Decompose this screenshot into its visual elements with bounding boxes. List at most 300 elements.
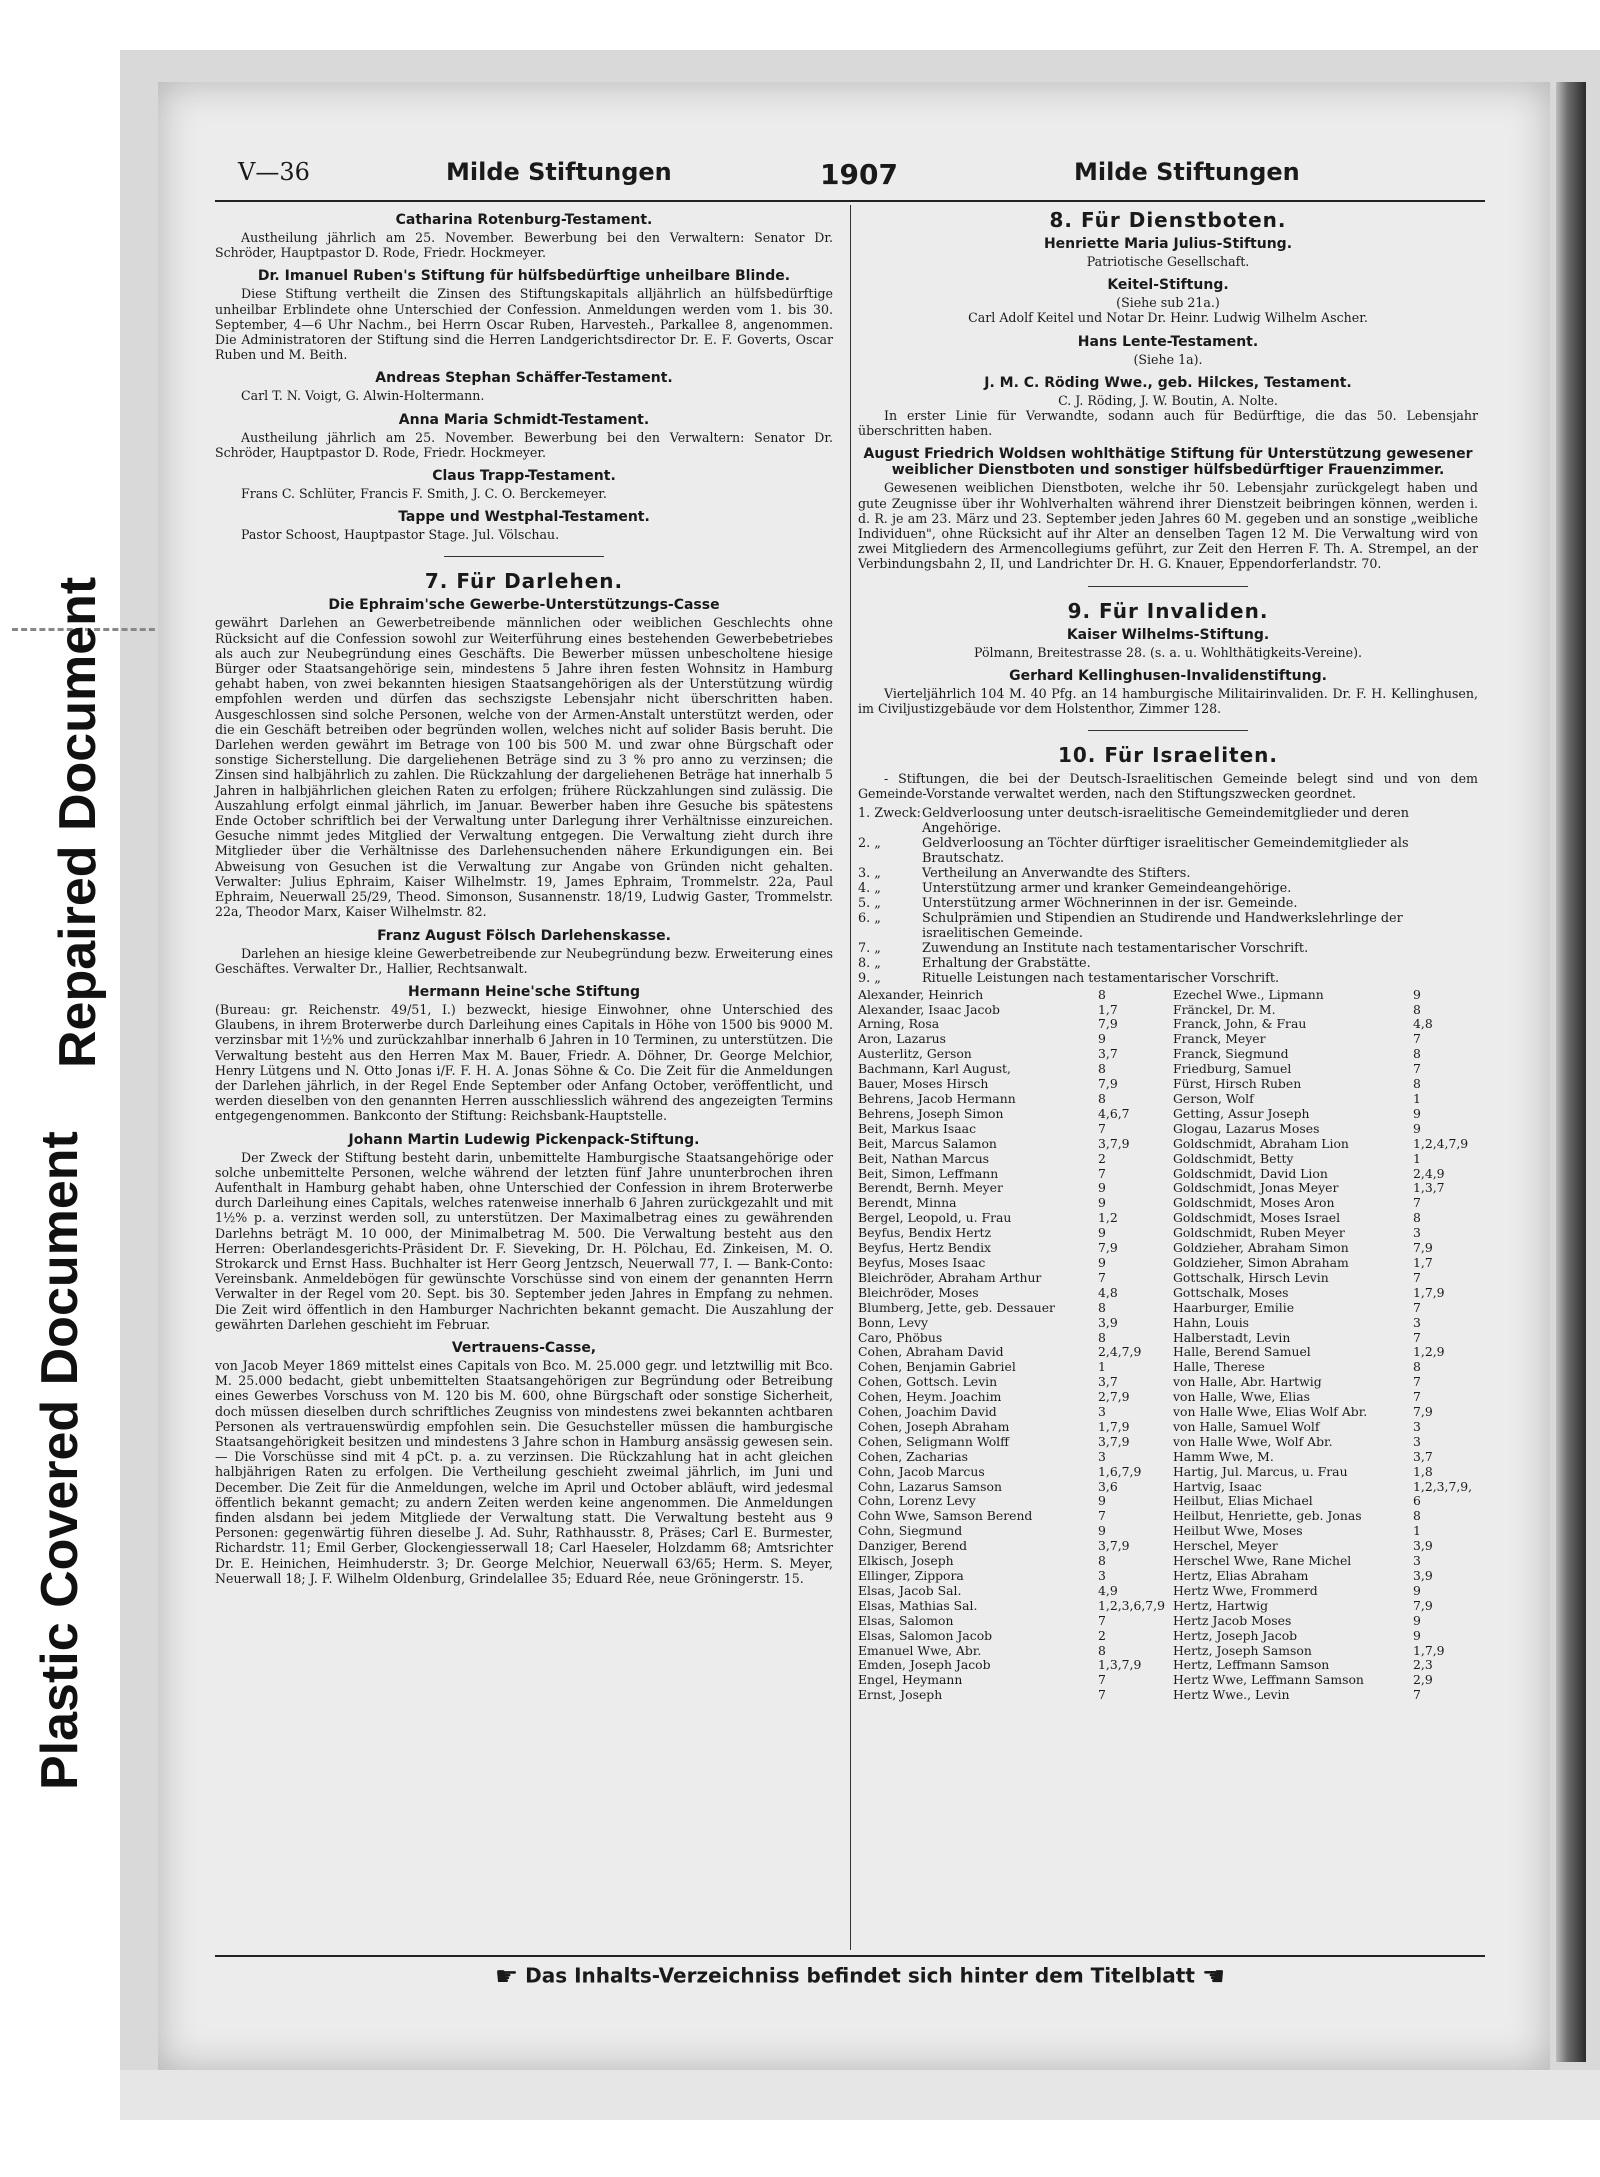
entry-text: Carl T. N. Voigt, G. Alwin-Holtermann. [241,388,485,404]
donor-name: Heilbut, Henriette, geb. Jonas [1173,1509,1362,1524]
purpose-number: 5. „ [858,895,881,911]
year-heading: 1907 [820,158,898,191]
purpose-codes: 9 [1413,1105,1421,1121]
name-row [1173,1122,1478,1137]
donor-name: Haarburger, Emilie [1173,1300,1295,1315]
purpose-codes: 7 [1413,1374,1421,1390]
entry-title: Johann Martin Ludewig Pickenpack-Stiftung. [348,1131,700,1148]
purpose-codes: 7,9 [1098,1016,1118,1032]
purpose-codes: 7,9 [1413,1404,1433,1420]
purpose-codes: 2 [1098,1150,1106,1166]
page-edge-shadow [1556,82,1586,2062]
purpose-codes: 7 [1098,1508,1106,1524]
donor-name: Heilbut Wwe, Moses [1173,1524,1303,1539]
entry-title: Keitel-Stiftung. [1107,277,1229,294]
purpose-codes: 9 [1098,1254,1106,1270]
purpose-codes: 9 [1413,1120,1421,1136]
name-row [858,1688,1163,1703]
name-row [1173,1017,1478,1032]
name-list-column [1173,988,1478,1704]
name-row [1173,1450,1478,1465]
donor-name: Hartig, Jul. Marcus, u. Frau [1173,1464,1348,1479]
name-row [858,1658,1163,1673]
purpose-codes: 9 [1098,1195,1106,1211]
name-row [858,1644,1163,1659]
name-row [1173,1167,1478,1182]
entry-title: Catharina Rotenburg-Testament. [395,212,653,228]
section-heading-8: 8. Für Dienstboten. [1049,208,1287,232]
purpose-codes: 3,6 [1098,1478,1118,1494]
purpose-codes: 2,9 [1413,1672,1433,1688]
purpose-codes: 8 [1098,1061,1106,1077]
donor-name: Heilbut, Elias Michael [1173,1494,1313,1509]
entry-text: Pölmann, Breitestrasse 28. (s. a. u. Wohlthätigkeits-Vereine). [974,644,1362,660]
purpose-codes: 9 [1413,1582,1421,1598]
purpose-codes: 3,7,9 [1098,1538,1130,1554]
name-row [1173,1658,1478,1673]
donor-name: Beyfus, Moses Isaac [858,1255,986,1270]
entry-title: August Friedrich Woldsen wohlthätige Stiftung für Unterstützung gewesener weiblicher Dienstboten und sonstiger hülfsbedürftiger Frauenzimmer. [863,446,1473,479]
purpose-codes: 7,9 [1098,1076,1118,1092]
purpose-codes: 9 [1098,1523,1106,1539]
purpose-codes: 8 [1098,1299,1106,1315]
donor-name: Elsas, Salomon Jacob [858,1628,993,1643]
name-row [858,1480,1163,1495]
name-row [1173,1465,1478,1480]
entry-text: Pastor Schoost, Hauptpastor Stage. Jul. Völschau. [241,527,560,543]
donor-name: Caro, Phöbus [858,1330,943,1345]
entry-note: (Siehe 1a). [1133,351,1203,367]
purpose-text: Geldverloosung unter deutsch-israelitische Gemeindemitglieder und deren Angehörige. [922,805,1409,836]
purpose-codes: 8 [1098,1329,1106,1345]
donor-name: Cohen, Gottsch. Levin [858,1375,998,1390]
donor-name: von Halle, Abr. Hartwig [1173,1375,1322,1390]
repaired-document-label: Repaired Document [49,576,107,1068]
donor-name: Beit, Markus Isaac [858,1121,977,1136]
purpose-text: Geldverloosung an Töchter dürftiger israelitischer Gemeindemitglieder als Brautschatz. [922,835,1409,866]
purpose-codes: 3 [1413,1314,1421,1330]
purpose-codes: 8 [1413,1001,1421,1017]
donor-name: Hertz, Joseph Samson [1173,1643,1312,1658]
purpose-item [858,971,1478,986]
donor-name: Goldschmidt, Betty [1173,1151,1294,1166]
name-row [1173,1077,1478,1092]
donor-name: Behrens, Jacob Hermann [858,1092,1016,1106]
purpose-codes: 7 [1413,1031,1421,1047]
name-row [858,1375,1163,1390]
donor-name: Halle, Berend Samuel [1173,1345,1311,1360]
donor-name: Cohn Wwe, Samson Berend [858,1509,1033,1524]
name-row [858,1122,1163,1137]
entry-text: - Stiftungen, die bei der Deutsch-Israelitischen Gemeinde belegt sind und von dem Gemeinde-Vorstande verwaltet werden, nach den Stiftungszwecken geordnet. [858,771,1478,802]
purpose-codes: 7 [1413,1195,1421,1211]
purpose-codes: 2 [1098,1627,1106,1643]
section-heading-9: 9. Für Invaliden. [1067,598,1269,623]
purpose-codes: 7 [1413,1329,1421,1345]
donor-name: Bleichröder, Abraham Arthur [858,1270,1042,1285]
purpose-codes: 7 [1098,1672,1106,1688]
name-row [858,1614,1163,1629]
purpose-codes: 8 [1413,1076,1421,1092]
purpose-text: Rituelle Leistungen nach testamentarischer Vorschrift. [922,970,1280,986]
purpose-codes: 2,4,9 [1413,1165,1445,1181]
name-row [858,1017,1163,1032]
name-row [1173,988,1478,1003]
entry-note: (Siehe sub 21a.) [1116,295,1220,311]
donor-name: Friedburg, Samuel [1173,1062,1292,1077]
entry-text: Frans C. Schlüter, Francis F. Smith, J. C. O. Berckemeyer. [241,486,607,502]
name-row [1173,1256,1478,1271]
donor-name: Franck, Meyer [1173,1032,1266,1047]
name-row [858,1345,1163,1360]
donor-name: Glogau, Lazarus Moses [1173,1121,1320,1136]
name-row [858,1137,1163,1152]
donor-name: Elsas, Mathias Sal. [858,1598,978,1613]
donor-name: Gerson, Wolf [1173,1092,1254,1106]
pointing-hand-right-icon: ☛ [494,1962,519,1992]
purpose-number: 2. „ [858,835,881,851]
footer-notice [420,1962,1300,1992]
purpose-codes: 3,7,9 [1098,1135,1130,1151]
donor-name: Hertz, Elias Abraham [1173,1569,1309,1583]
purpose-codes: 7 [1098,1612,1106,1628]
donor-name: von Halle Wwe, Wolf Abr. [1173,1434,1333,1449]
purpose-codes: 7 [1413,1269,1421,1285]
donor-name: Danziger, Berend [858,1539,968,1554]
name-row [1173,1196,1478,1211]
donor-name: Elsas, Jacob Sal. [858,1583,962,1598]
donor-name: Arning, Rosa [858,1017,940,1032]
entry-text: Darlehen an hiesige kleine Gewerbetreibende zur Neubegründung bezw. Erweiterung eines Geschäftes. Verwalter Dr., Hallier, Rechtsanwalt. [215,945,833,976]
purpose-codes: 2,3 [1413,1657,1433,1673]
purpose-list [858,806,1478,986]
donor-name: Cohen, Zacharias [858,1449,969,1464]
name-row [1173,1360,1478,1375]
donor-name: Bergel, Leopold, u. Frau [858,1211,1012,1226]
entry-title: Tappe und Westphal-Testament. [398,509,650,526]
name-row [1173,1584,1478,1599]
name-row [858,1405,1163,1420]
name-row [1173,1420,1478,1435]
entry-text: (Bureau: gr. Reichenstr. 49/51, I.) bezweckt, hiesige Einwohner, ohne Unterschied des Glaubens, in ihrem Broterwerbe durch Darleihung eines Capitals in Höhe von 1500 bis 9000 M. verzinsbar mit 1½% und zurückzahlbar innerhalb 6 Jahren in 10 Terminen, zu unterstützen. Die Verwaltung besteht aus den Herren Max M. Bauer, Friedr. A. Döhner, Dr. George Melchior, Henry Lütgens und N. Otto Jonas i/F. F. H. A. Jonas Söhne & Co. Die Zeit für die Anmeldungen der Darlehen jährlich, in der Regel Ende September oder Anfang October, veröffentlicht, und werden dieselben von den genannten Herren ausschliesslich während des angezeigten Termins entgegengenommen. Bankconto der Stiftung: Reichsbank-Hauptstelle. [215,1001,833,1124]
name-row [858,1301,1163,1316]
purpose-item [858,806,1478,836]
donor-name: Blumberg, Jette, geb. Dessauer [858,1300,1055,1315]
name-row [858,1465,1163,1480]
donor-name: Berendt, Minna [858,1196,957,1211]
name-row [1173,1688,1478,1703]
purpose-number: 3. „ [858,865,881,881]
purpose-item [858,956,1478,971]
purpose-codes: 1,7,9 [1413,1284,1445,1300]
donor-name: Hertz Wwe., Levin [1173,1688,1290,1703]
purpose-text: Unterstützung armer und kranker Gemeindeangehörige. [922,880,1292,896]
name-row [1173,1316,1478,1331]
name-row [858,1286,1163,1301]
purpose-codes: 7 [1413,1299,1421,1315]
name-row [1173,1644,1478,1659]
name-row [1173,1181,1478,1196]
name-row [858,1032,1163,1047]
purpose-codes: 2,7,9 [1098,1389,1130,1405]
donor-name: Emden, Joseph Jacob [858,1658,991,1673]
purpose-codes: 9 [1413,1612,1421,1628]
donor-name: Ernst, Joseph [858,1688,943,1703]
purpose-number: 4. „ [858,880,881,896]
purpose-codes: 9 [1413,986,1421,1002]
donor-name: Halle, Therese [1173,1360,1265,1375]
entry-title: Kaiser Wilhelms-Stiftung. [1066,626,1270,643]
header-rule [215,200,1485,202]
purpose-item [858,881,1478,896]
name-row [1173,1524,1478,1539]
name-row [858,1241,1163,1256]
name-row [1173,1211,1478,1226]
name-row [858,1047,1163,1062]
section-rule [1088,586,1248,587]
entry-title: Franz August Fölsch Darlehenskasse. [377,927,671,944]
name-row [1173,1301,1478,1316]
name-row [1173,1003,1478,1018]
purpose-codes: 1 [1413,1523,1421,1539]
purpose-codes: 9 [1098,1493,1106,1509]
name-row [1173,1092,1478,1107]
donor-name: Alexander, Isaac Jacob [858,1002,1000,1017]
purpose-codes: 8 [1098,986,1106,1002]
name-row [1173,1047,1478,1062]
donor-name: Beyfus, Hertz Bendix [858,1241,992,1256]
donor-name: Elkisch, Joseph [858,1554,954,1569]
donor-name: Berendt, Bernh. Meyer [858,1181,1003,1196]
name-row [858,1584,1163,1599]
name-row [1173,1286,1478,1301]
name-row [858,1629,1163,1644]
donor-name: Cohn, Siegmund [858,1524,963,1539]
name-row [858,1390,1163,1405]
purpose-codes: 8 [1413,1508,1421,1524]
name-row [1173,1539,1478,1554]
purpose-codes: 3,7 [1098,1046,1118,1062]
donor-name: Gottschalk, Moses [1173,1285,1289,1300]
name-row [858,1107,1163,1122]
donor-name: Beit, Simon, Leffmann [858,1166,999,1181]
purpose-codes: 1,2,4,7,9 [1413,1135,1469,1151]
purpose-codes: 9 [1098,1031,1106,1047]
purpose-codes: 3 [1413,1225,1421,1241]
name-row [1173,1480,1478,1495]
donor-name: Halberstadt, Levin [1173,1330,1291,1345]
donor-name: Emanuel Wwe, Abr. [858,1643,982,1658]
donor-name: Goldschmidt, Moses Aron [1173,1196,1335,1211]
name-row [1173,1554,1478,1569]
purpose-codes: 8 [1413,1210,1421,1226]
name-row [858,1331,1163,1346]
entry-title: Die Ephraim'sche Gewerbe-Unterstützungs-Casse [328,597,720,614]
entry-title: Hans Lente-Testament. [1077,333,1259,350]
purpose-codes: 1,8 [1413,1463,1433,1479]
name-row [1173,1509,1478,1524]
name-row [1173,1673,1478,1688]
purpose-codes: 1,6,7,9 [1098,1463,1142,1479]
donor-name: Hahn, Louis [1173,1315,1250,1330]
name-row [858,1494,1163,1509]
name-row [1173,1062,1478,1077]
donor-name: Beyfus, Bendix Hertz [858,1226,992,1241]
name-row [1173,1107,1478,1122]
donor-name: Goldzieher, Simon Abraham [1173,1255,1349,1270]
purpose-codes: 7,9 [1098,1240,1118,1256]
purpose-codes: 7 [1413,1389,1421,1405]
name-row [1173,1375,1478,1390]
donor-name: Hertz, Leffmann Samson [1173,1658,1330,1673]
donor-name: Fürst, Hirsch Ruben [1173,1077,1302,1092]
donor-name: Franck, Siegmund [1173,1047,1289,1062]
name-row [1173,1494,1478,1509]
purpose-codes: 3,7,9 [1098,1433,1130,1449]
purpose-codes: 7 [1098,1120,1106,1136]
name-row [1173,1629,1478,1644]
donor-name: Herschel Wwe, Rane Michel [1173,1554,1352,1569]
purpose-codes: 1,3,7,9 [1098,1657,1142,1673]
purpose-item [858,896,1478,911]
pointing-hand-left-icon: ☚ [1201,1962,1226,1992]
donor-name: Cohen, Heym. Joachim [858,1390,1002,1405]
donor-name: Cohen, Benjamin Gabriel [858,1360,1016,1375]
purpose-codes: 7,9 [1413,1240,1433,1256]
entry-text: Patriotische Gesellschaft. [1086,254,1250,269]
name-row [858,1569,1163,1584]
name-list [858,988,1478,1704]
donor-name: von Halle, Wwe, Elias [1173,1390,1310,1405]
donor-name: Franck, John, & Frau [1173,1017,1307,1032]
purpose-codes: 3 [1098,1448,1106,1464]
donor-name: Beit, Marcus Salamon [858,1136,997,1151]
purpose-item [858,866,1478,881]
purpose-item [858,941,1478,956]
entry-text: Diese Stiftung vertheilt die Zinsen des Stiftungskapitals alljährlich an hülfsbedürftige unheilbar Erblindete ohne Unterschied der Confession. Anmeldungen werden vom 1. bis 30. September, 4—6 Uhr Nachm., bei Herrn Oscar Ruben, Harvesteh., Parkallee 8, angenommen. Die Administratoren der Stiftung sind die Herren Landgerichtsdirector Dr. E. F. Goverts, Oscar Ruben und M. Beith. [215,286,833,363]
name-row [858,1360,1163,1375]
name-row [858,1226,1163,1241]
entry-title: Claus Trapp-Testament. [432,468,616,485]
purpose-codes: 3 [1098,1404,1106,1420]
purpose-codes: 8 [1413,1359,1421,1375]
purpose-codes: 4,8 [1098,1284,1118,1300]
purpose-codes: 6 [1413,1493,1421,1509]
left-column [215,212,833,1586]
name-row [858,1673,1163,1688]
donor-name: Behrens, Joseph Simon [858,1106,1004,1121]
purpose-codes: 2,4,7,9 [1098,1344,1142,1360]
purpose-codes: 7 [1413,1061,1421,1077]
name-row [858,1167,1163,1182]
name-row [858,988,1163,1003]
purpose-codes: 1,2,3,6,7,9 [1098,1597,1165,1613]
page-number: V—36 [238,158,310,186]
purpose-codes: 9 [1098,1225,1106,1241]
purpose-item [858,836,1478,866]
purpose-codes: 3,7 [1098,1374,1118,1390]
purpose-codes: 9 [1098,1180,1106,1196]
donor-name: Hartvig, Isaac [1173,1479,1262,1494]
entry-text: Austheilung jährlich am 25. November. Bewerbung bei den Verwaltern: Senator Dr. Schröder, Hauptpastor D. Rode, Friedr. Hockmeyer. [215,230,833,261]
entry-text: Der Zweck der Stiftung besteht darin, unbemittelte Hamburgische Staatsangehörige oder solche unbemittelte Personen, welche während der letzten fünf Jahre ununterbrochen ihren Aufenthalt in Hamburg gehabt haben, ohne Unterschied der Confession in ihrem Broterwerbe durch Darleihung eines Capitals, welches ratenweise innerhalb 6 Jahren zurückgezahlt und mit 1½% p. a. verzinst werden soll, zu unterstützen. Der Maximalbetrag eines zu gewährenden Darlehns beträgt M. 10 000, der Minimalbetrag M. 500. Die Verwaltung besteht aus den Herren: Oberlandesgerichts-Präsident Dr. F. Sieveking, Dr. H. Pölchau, Ed. Zinkeisen, M. O. Strokarck und Ernst Hass. Buchhalter ist Herr Georg Jentzsch, Neuerwall 77, I. — Bank-Conto: Vereinsbank. Anmeldebögen für gewünschte Vorschüsse sind von einem der genannten Herrn Verwalter in der Regel vom 20. Sept. bis 30. September jeden Jahres in Empfang zu nehmen. Die Zeit wird öffentlich in den Hamburger Nachrichten bekannt gemacht. Die Auszahlung der gewährten Darlehen geschieht im Februar. [215,1149,833,1332]
footer-rule [215,1955,1485,1957]
name-row [858,1152,1163,1167]
purpose-number: 6. „ [858,910,881,926]
purpose-codes: 1 [1098,1359,1106,1375]
purpose-text: Erhaltung der Grabstätte. [922,955,1091,971]
purpose-codes: 1,2 [1098,1210,1118,1226]
donor-name: Goldschmidt, Moses Israel [1173,1211,1341,1226]
purpose-text: Zuwendung an Institute nach testamentarischer Vorschrift. [922,940,1309,956]
purpose-codes: 1,2,9 [1413,1344,1445,1360]
donor-name: Bachmann, Karl August, [858,1062,1011,1077]
name-row [858,1271,1163,1286]
purpose-number: 7. „ [858,940,881,956]
entry-text: In erster Linie für Verwandte, sodann auch für Bedürftige, die das 50. Lebensjahr überschritten haben. [858,408,1478,439]
plastic-covered-document-label: Plastic Covered Document [31,1131,89,1790]
purpose-codes: 7 [1098,1269,1106,1285]
entry-title: J. M. C. Röding Wwe., geb. Hilckes, Testament. [984,374,1352,391]
donor-name: Ellinger, Zippora [858,1569,964,1583]
donor-name: Cohen, Joachim David [858,1405,997,1420]
right-column [858,208,1478,1703]
donor-name: Getting, Assur Joseph [1173,1106,1310,1121]
entry-title: Anna Maria Schmidt-Testament. [398,411,650,428]
name-row [1173,1032,1478,1047]
purpose-codes: 8 [1413,1046,1421,1062]
donor-name: Aron, Lazarus [858,1032,946,1047]
entry-text: Carl Adolf Keitel und Notar Dr. Heinr. Ludwig Wilhelm Ascher. [968,310,1368,326]
purpose-codes: 1,7,9 [1098,1418,1130,1434]
donor-name: Cohen, Abraham David [858,1345,1004,1360]
donor-name: Gottschalk, Hirsch Levin [1173,1270,1329,1285]
donor-name: Cohn, Jacob Marcus [858,1464,985,1479]
purpose-codes: 1,3,7 [1413,1180,1445,1196]
purpose-codes: 4,9 [1098,1582,1118,1598]
purpose-codes: 7 [1098,1687,1106,1703]
name-row [858,1539,1163,1554]
purpose-codes: 1,7 [1413,1254,1433,1270]
donor-name: Hertz Jacob Moses [1173,1613,1292,1628]
section-rule [1088,730,1248,731]
name-row [1173,1152,1478,1167]
running-title-left: Milde Stiftungen [446,158,672,186]
purpose-codes: 3 [1413,1553,1421,1569]
name-row [1173,1405,1478,1420]
purpose-number: 1. Zweck: [858,805,921,821]
donor-name: von Halle, Samuel Wolf [1173,1419,1320,1434]
purpose-codes: 8 [1098,1642,1106,1658]
purpose-codes: 7 [1098,1165,1106,1181]
donor-name: Fränckel, Dr. M. [1173,1002,1276,1017]
name-row [1173,1345,1478,1360]
donor-name: Goldschmidt, David Lion [1173,1166,1328,1181]
donor-name: Bonn, Levy [858,1315,928,1330]
donor-name: von Halle Wwe, Elias Wolf Abr. [1173,1405,1368,1420]
name-row [858,1062,1163,1077]
entry-names: C. J. Röding, J. W. Boutin, A. Nolte. [1058,392,1278,408]
purpose-codes: 4,6,7 [1098,1105,1130,1121]
purpose-number: 8. „ [858,955,881,971]
donor-name: Goldzieher, Abraham Simon [1173,1241,1349,1256]
donor-name: Hertz, Hartwig [1173,1598,1269,1613]
name-row [858,1316,1163,1331]
purpose-codes: 3,9 [1413,1568,1433,1583]
donor-name: Hertz Wwe, Leffmann Samson [1173,1673,1364,1688]
purpose-text: Unterstützung armer Wöchnerinnen in der isr. Gemeinde. [922,895,1298,911]
purpose-codes: 8 [1098,1091,1106,1106]
